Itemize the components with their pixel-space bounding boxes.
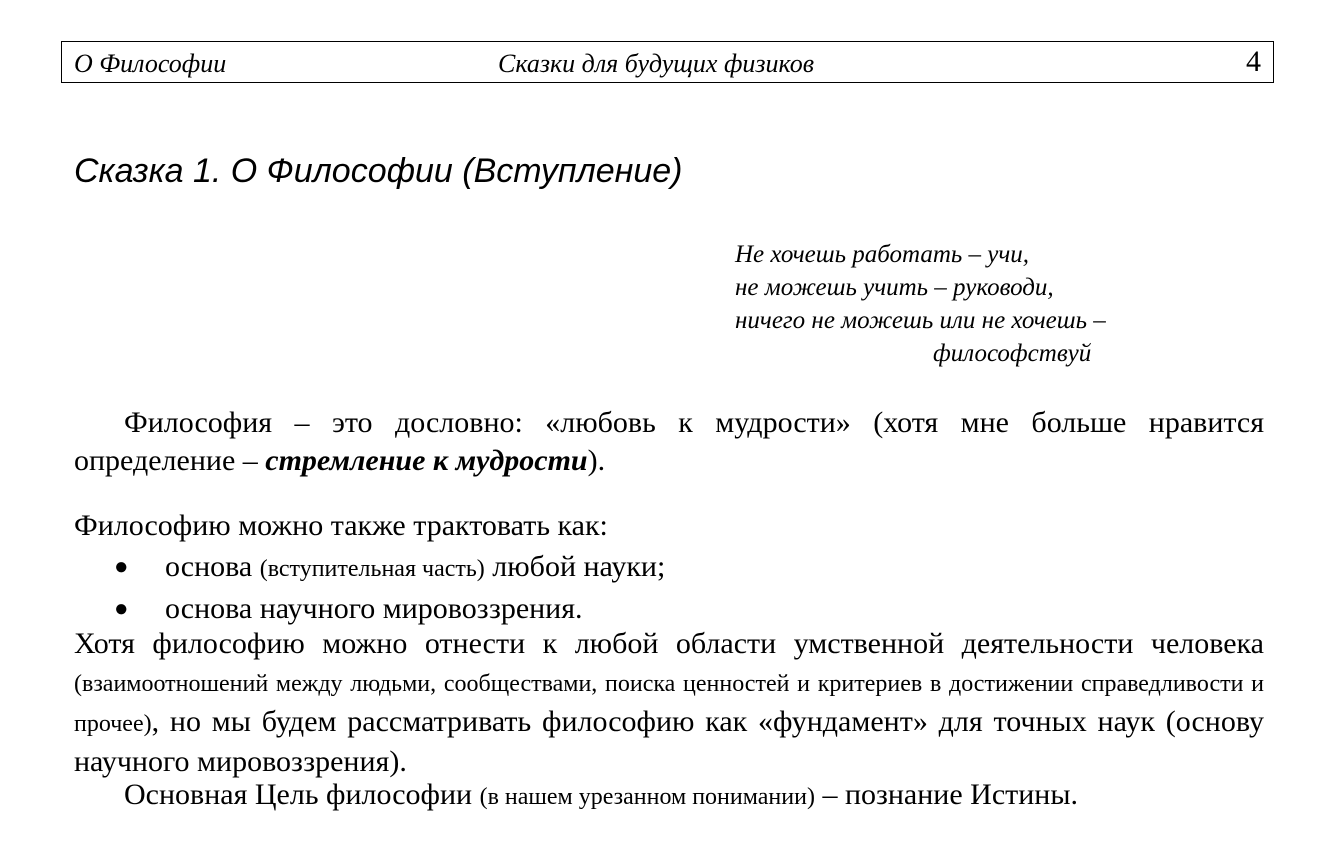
- list-item: [74, 547, 665, 589]
- paragraph-goal-text-b: – познание Истины.: [814, 778, 1079, 811]
- bullet-1-text-small: (вступительная часть): [259, 556, 485, 582]
- header-section-title: О Философии: [74, 49, 227, 78]
- paragraph-scope-text-b: , но мы будем рассматривать философию как «фундамент» для точных наук (основу научного мировоззрения).: [74, 705, 1264, 778]
- bullet-1-text-b: любой науки;: [484, 550, 666, 583]
- paragraph-interpretation: Философию можно также трактовать как:: [74, 509, 608, 542]
- list-item: [74, 589, 665, 629]
- header-book-title: Сказки для будущих физиков: [498, 49, 815, 78]
- paragraph-goal: [74, 776, 1264, 816]
- epigraph-line-3: ничего не можешь или не хочешь –: [735, 307, 1106, 334]
- epigraph-line-1: Не хочешь работать – учи,: [735, 241, 1030, 268]
- bullet-icon: ●: [114, 554, 129, 580]
- paragraph-scope-text-small: (взаимоотношений между людьми, сообществами, поиска ценностей и критериев в достижении справедливости и прочее): [74, 671, 1264, 737]
- paragraph-scope-text-a: Хотя философию можно отнести к любой области умственной деятельности человека: [74, 627, 1264, 660]
- paragraph-goal-text-small: (в нашем урезанном понимании): [479, 784, 815, 810]
- bullet-list: [74, 547, 665, 629]
- paragraph-scope: [74, 625, 1264, 781]
- page-number: 4: [1246, 45, 1261, 78]
- bullet-2-text: основа научного мировоззрения.: [165, 592, 583, 625]
- paragraph-definition-text: Философия – это дословно: «любовь к мудрости» (хотя мне больше нравится определение –: [74, 406, 1264, 477]
- epigraph-line-4: философствуй: [933, 340, 1092, 367]
- paragraph-definition: [74, 404, 1264, 480]
- paragraph-definition-emphasis: стремление к мудрости: [265, 444, 588, 477]
- epigraph-line-2: не можешь учить – руководи,: [735, 274, 1054, 301]
- running-header: [61, 41, 1274, 83]
- paragraph-goal-text-a: Основная Цель философии: [124, 778, 480, 811]
- paragraph-definition-end: ).: [587, 444, 606, 477]
- bullet-1-text-a: основа: [165, 550, 260, 583]
- chapter-title: Сказка 1. О Философии (Вступление): [74, 152, 683, 190]
- epigraph: [735, 238, 1106, 370]
- bullet-icon: ●: [114, 596, 129, 622]
